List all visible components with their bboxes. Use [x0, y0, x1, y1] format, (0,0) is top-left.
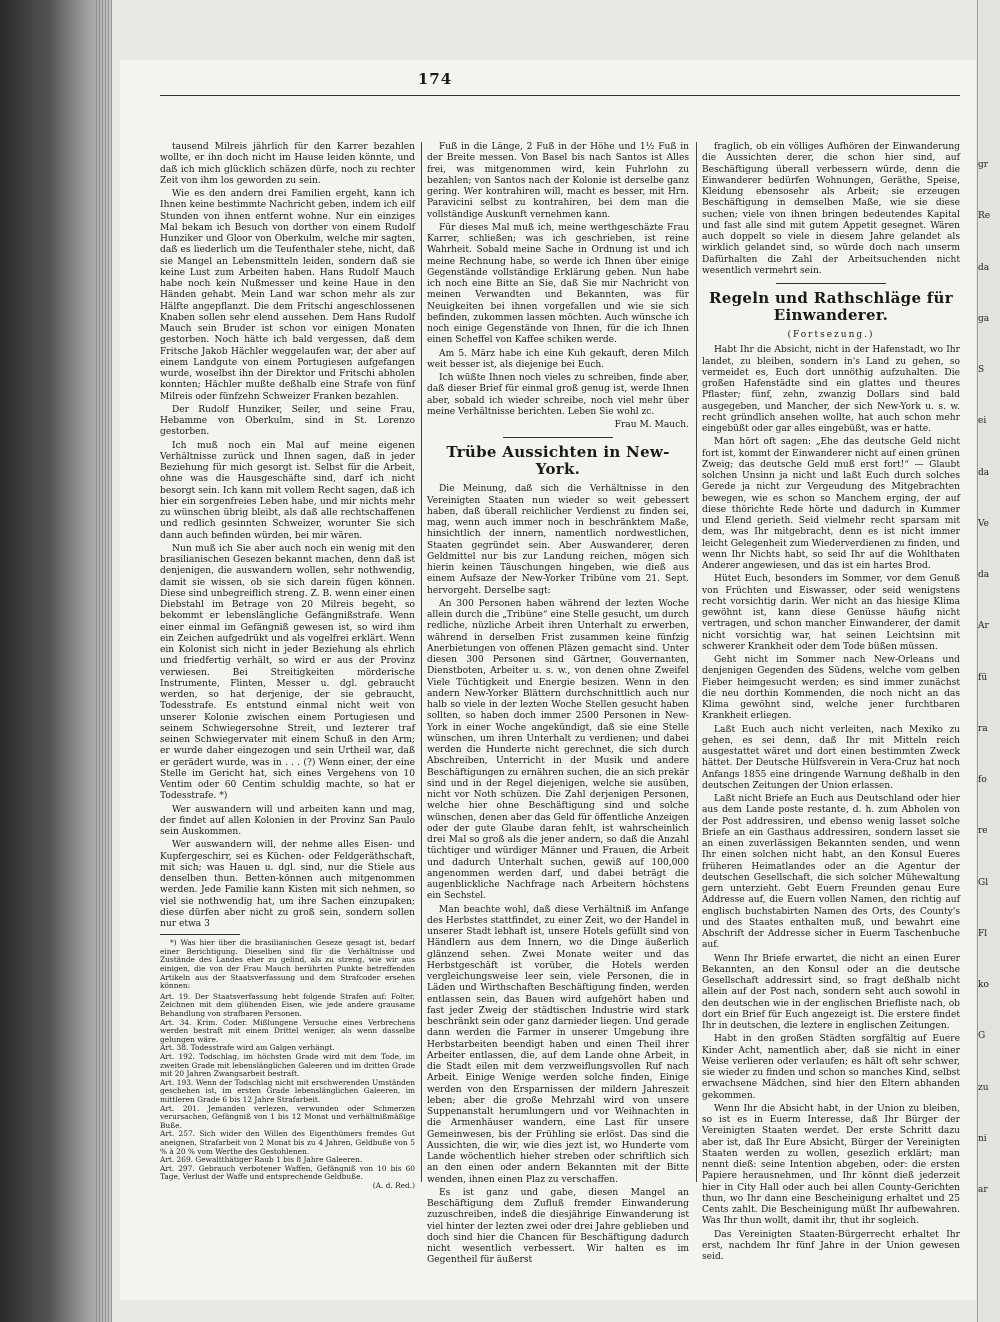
next-page-line: Re [978, 211, 991, 222]
paragraph: Wenn Ihr die Absicht habt, in der Union zu bleiben, so ist es in Euerm Interesse, daß Ihr Bürger der Vereinigten Staaten werdet. Der erste Schritt dazu aber ist, daß Ihr Eure Absicht, Bürger der Vereinigten Staaten werden zu wollen, gesezlich erklärt; man nennt dieß: seine Intention abgeben, oder: die ersten Papiere herausnehmen, und Ihr könnt dieß jederzeit hier in City Hall oder auch bei allen County-Gerichten thun, wo Ihr dann eine Bescheinigung erhaltet und 25 Cents zahlt. Die Bescheinigung müßt Ihr aufbewahren. Was Ihr thun wollt, damit ihr, thut ihr sogleich. [702, 1103, 960, 1227]
next-page-line: ni [978, 1133, 987, 1144]
column-divider-2 [696, 142, 697, 1182]
footnote-article: Art. 201. Jemanden verlezen, verwunden oder Schmerzen verursachen, Gefängniß von 1 bis 12 Monat und verhältnißmäßige Buße. [160, 1103, 415, 1130]
paragraph: Wer auswandern will, der nehme alles Eisen- und Kupfergeschirr, sei es Küchen- oder Feldgeräthschaft, mit sich; was Hauen u. dgl. sind, nur die Stiele aus denselben thun. Betten-können auch mitgenommen werden. Jede Familie kann Kisten mit sich nehmen, so viel sie nothwendig hat, um ihre Sachen einzupaken; diese dürfen aber nicht zu groß sein, sondern sollen nur etwa 3 [160, 840, 415, 929]
next-page-line: da [978, 570, 990, 580]
section-rule [776, 283, 886, 284]
next-page-line: fo [978, 775, 987, 785]
next-page-line: ar [978, 1185, 988, 1195]
paragraph: Wie es den andern drei Familien ergeht, kann ich Ihnen keine bestimmte Nachricht geben, indem ich eilf Stunden von ihnen entfernt wohne. Nur ein einziges Mal bekam ich Besuch von dorther von einem Rudolf Hunziker und Gloor von Oberkulm, welche mir sagten, daß es liederlich um die Teufenthaler stehe, nicht, daß sie Mangel an Lebensmitteln leiden, sondern daß sie keine Lust zum Arbeiten haben. Hans Rudolf Mauch habe noch kein Nußmesser und keine Haue in den Händen gehabt. Mein Land war schon mehr als zur Hälfte angepflanzt. Die dem Fritschi angeschlossenen Knaben sollen sehr elend aussehen. Dem Hans Rudolf Mauch sein Bruder ist schon vor einigen Monaten gestorben. Noch hätte ich bald vergessen, daß dem Fritsche Jakob Hächler weggelaufen war, der aber auf einem Landgute von einem Portugiesen aufgefangen wurde, woselbst ihn der Direktor und Fritschi abholen konnten; Hächler mußte deßhalb eine Strafe von fünf Milreis oder fünfzehn Schweizer Franken bezahlen. [160, 189, 415, 402]
paragraph: Habt Ihr die Absicht, nicht in der Hafenstadt, wo Ihr landet, zu bleiben, sondern in's Land zu gehen, so vermeidet es, Euch dort unnöthig aufzuhalten. Die großen Hafenstädte sind ein glattes und theures Pflaster; fünf, zehn, zwanzig Dollars sind bald ausgegeben, und Mancher, der sich New-York u. s. w. recht gründlich ansehen wollte, hat auch schon mehr eingebüßt oder gar alles eingebüßt, was er hatte. [702, 345, 960, 434]
binding-edge [96, 0, 112, 1322]
paragraph: Nun muß ich Sie aber auch noch ein wenig mit den brasilianischen Gesezen bekannt machen, denn daß ist denjenigen, die auswandern wollen, sehr nothwendig, damit sie wissen, ob sie sich darein fügen können. Diese sind unbegreiflich streng. Z. B. wenn einer einen Diebstahl im Betrage von 20 Milreis begeht, so bekommt er lebenslängliche Gefängnißstrafe. Wenn einer einmal im Gefängniß gewesen ist, so wird ihm ein Zeichen aufgedrükt und als vogelfrei erklärt. Wenn ein Kolonist sich nicht in jeder Beziehung als ehrlich und friedfertig verhält, so wird er aus der Provinz verwiesen. Bei Streitigkeiten mörderische Instrumente, Flinten, Messer u. dgl. gebraucht werden, so hat derjenige, der sie gebraucht, Todesstrafe. Es entstund einmal nicht weit von unserer Kolonie zwischen einem Portugiesen und seinem Schwiegersohne Streit, und lezterer traf seinen Schwiegervater mit einem Schuß in den Arm; er wurde daher eingezogen und sein Urtheil war, daß er gerädert wurde, was in . . . (?) Wenn einer, der eine Stelle im Gericht hat, sich eines Vergehens von 10 Ventim oder 60 Centim schuldig machte, so hat er Todesstrafe. *) [160, 543, 415, 802]
footnote-rule [160, 934, 240, 935]
column-left [160, 142, 415, 1212]
footnote-article: Art. 19. Der Staatsverfassung hebt folgende Strafen auf: Folter, Zeichnen mit dem glühenden Eisen, wie jede andere grausame Behandlung von strafbaren Personen. [160, 991, 415, 1018]
next-page-line: zu [978, 1082, 989, 1093]
article-headline: Trübe Aussichten in New-York. [446, 443, 670, 479]
paragraph: Wenn Ihr Briefe erwartet, die nicht an einen Eurer Bekannten, an den Konsul oder an die deutsche Gesellschaft addressirt sind, so fragt deßhalb nicht allein auf der Post nach, sondern seht auch sowohl in den deutschen wie in der englischen Briefliste nach, ob dort ein Brief für Euch angezeigt ist. Die erstere findet Ihr in deutschen, die leztere in englischen Zeitungen. [702, 953, 960, 1031]
paragraph: Geht nicht im Sommer nach New-Orleans und denjenigen Gegenden des Südens, welche vom gelben Fieber heimgesucht werden; es sind immer zunächst die neu dorthin Kommenden, die noch nicht an das Klima gewöhnt sind, welche jener furchtbaren Krankheit erliegen. [702, 655, 960, 722]
paragraph: Ich muß noch ein Mal auf meine eigenen Verhältnisse zurück und Ihnen sagen, daß in jeder Beziehung für mich gesorgt ist. Selbst für die Arbeit, ohne was die Hausgeschäfte sind, darf ich nicht besorgt sein. Ich kann mit vollem Recht sagen, daß ich hier ein sorgenfreies Leben habe, und mir nichts mehr zu wünschen übrig bleibt, als daß alle rechtschaffenen und redlich gesinnten Schweizer, worunter Sie sich dann auch befinden würden, bei mir wären. [160, 440, 415, 541]
next-page-line: Gl [978, 877, 989, 888]
letter-signature: Frau M. Mauch. [614, 420, 689, 430]
footnote-article: Art. 34. Krim. Coder. Mißlungene Versuche eines Verbrechens werden bestraft mit einem Drittel weniger, als wenn dasselbe gelungen wäre. [160, 1017, 415, 1044]
paragraph: Für dieses Mal muß ich, meine werthgeschäzte Frau Karrer, schließen; was ich geschrieben, ist reine Wahrheit. Sobald meine Sache in Ordnung ist und ich meine Rechnung habe, so werde ich Ihnen über einige Gegenstände vollständige Erklärung geben. Nun habe ich noch eine Bitte an Sie, daß Sie mir Nachricht von meinen Verwandten und Bekannten, was für Neuigkeiten bei ihnen vorgefallen und wie sie sich befinden, zukommen lassen möchten. Auch wünsche ich noch einige Gegenstände von Ihnen, für die ich Ihnen einen Scheffel von Kaffee schiken werde. [427, 222, 689, 346]
paragraph: Am 5. März habe ich eine Kuh gekauft, deren Milch weit besser ist, als diejenige bei Euch. [427, 348, 689, 370]
paragraph: Laßt Euch auch nicht verleiten, nach Mexiko zu gehen, es sei denn, daß Ihr mit Mitteln reich ausgestattet wäret und dort einen bestimmten Zweck hättet. Der Deutsche Hülfsverein in Vera-Cruz hat noch Anfangs 1855 eine dringende Warnung deßhalb in den deutschen Zeitungen der Union erlassen. [702, 724, 960, 791]
next-page-line: G [978, 1031, 986, 1042]
paragraph: Fuß in die Länge, 2 Fuß in der Höhe und 1½ Fuß in der Breite messen. Von Basel bis nach Santos ist Alles frei, was mitgenommen wird, kein Fuhrlohn zu bezahlen; von Santos nach der Kolonie ist derselbe ganz gering. Wer kontrahiren will, macht es besser, mit Hrn. Paravicini selbst zu kontrahiren, bei dem man die vollständige Auskunft vernehmen kann. [427, 142, 689, 220]
article-headline: Regeln und Rathschläge für Einwanderer. [709, 289, 953, 324]
next-page-line: Fl [978, 928, 988, 939]
paragraph: Man hört oft sagen: „Ehe das deutsche Geld nicht fort ist, kommt der Einwanderer nicht auf einen grünen Zweig; das deutsche Geld muß erst fort!“ — Glaubt solchen Unsinn ja nicht und laßt Euch durch solches Gerede ja nicht zur Vergeudung des Mitgebrachten bewegen, wie es schon so Manchem erging, der auf diese thörichte Rede hörte und dadurch in Kummer und Elend gerieth. Seid vielmehr recht sparsam mit dem, was Ihr mitgebracht, denn es ist nicht immer leicht Gelegenheit zum Wiederverdienen zu finden, und wenn Ihr Nichts habt, so seid Ihr auf die Wohlthaten Anderer angewiesen, und das ist ein hartes Brod. [702, 437, 960, 571]
footnote-article: Art. 269. Gewaltthätiger Raub 1 bis 8 Jahre Galeeren. [160, 1155, 363, 1165]
article-subhead: (Fortsezung.) [787, 330, 875, 340]
paragraph: Es ist ganz und gabe, diesen Mangel an Beschäftigung dem Zufluß fremder Einwanderung zuzuschreiben, indeß die diesjährige Einwanderung ist viel hinter der lezten zwei oder drei Jahre geblieben und doch sind hier die Chancen für Beschäftigung dadurch nicht wesentlich verbessert. Wir halten es im Gegentheil für äußerst [427, 1187, 689, 1266]
next-page-line: Ve [978, 518, 989, 529]
next-page-fragment [978, 160, 1000, 1260]
next-page-line: ra [978, 723, 988, 734]
next-page-line: Ar [978, 621, 989, 632]
paragraph: An 300 Personen haben während der lezten Woche allein durch die „Tribüne“ eine Stelle gesucht, um durch redliche, nüzliche Arbeit ihren Unterhalt zu erwerben, während in derselben Frist zusammen keine fünfzig Anerbietungen von offenen Pläzen gemacht sind. Unter diesen 300 Personen sind Gärtner, Gouvernanten, Dienstboten, Arbeiter u. s. w., von denen ohne Zweifel Viele Tüchtigkeit und Energie besizen. Wenn in den andern New-Yorker Blättern durchschnittlich auch nur halb so viele in der lezten Woche Stellen gesucht haben sollten, so haben doch immer 2500 Personen in New-York in einer Woche angekündigt, daß sie eine Stelle wünschen, um ihren Unterhalt zu verdienen; und dabei werden die Hunderte nicht gerechnet, die sich durch Abschreiben, Unterricht in der Musik und andere Beschäftigungen zu ernähren suchen, die an sich prekär sind und in der Regel diejenigen, welche sie ausüben, nicht vor Noth schüzen. Die Zahl derjenigen Personen, welche hier ohne Beschäftigung sind und solche wünschen, denen aber das Geld für öffentliche Anzeigen oder der gute Glaube daran fehlt, ist wahrscheinlich drei Mal so groß als die jener andern, so daß die Anzahl tüchtiger und würdiger Männer und Frauen, die Arbeit und dadurch Unterhalt suchen, gewiß auf 100,000 angenommen werden darf, und dabei beträgt die augenblickliche Nachfrage nach Arbeitern höchstens ein Sechstel. [427, 598, 689, 902]
next-page-line: S [978, 365, 985, 375]
paragraph: fraglich, ob ein völliges Aufhören der Einwanderung die Aussichten derer, die schon hier sind, auf Beschäftigung überall verbessern würde, denn die Einwanderer bedürfen Wohnungen, Geräthe, Speise, Kleidung ebensosehr als Arbeit; sie erzeugen Beschäftigung in demselben Maße, wie sie diese suchen; viele von ihnen bringen bedeutendes Kapital und fast alle sind mit gutem Appetit gesegnet. Wären auch doppelt so viele in diesem Jahre gelandet als wirklich gelandet sind, so würde doch nach unserm Dafürhalten die Zahl der Arbeitsuchenden nicht wesentlich vermehrt sein. [702, 142, 960, 276]
column-middle [427, 142, 689, 1266]
paragraph: Wer auswandern will und arbeiten kann und mag, der findet auf allen Kolonien in der Provinz San Paulo sein Auskommen. [160, 804, 415, 837]
footnote-article: Art. 297. Gebrauch verbotener Waffen, Gefängniß von 10 bis 60 Tage, Verlust der Waffe und entsprechende Geldbuße. [160, 1163, 415, 1182]
footnote-article: Art. 192. Todschlag, im höchsten Grade wird mit dem Tode, im zweiten Grade mit lebenslänglichen Galeeren und im dritten Grade mit 20 Jahren Zwangsarbeit bestraft. [160, 1051, 415, 1079]
header-rule [160, 95, 960, 96]
next-page-line: da [978, 467, 990, 478]
paragraph: Das Vereinigten Staaten-Bürgerrecht erhaltet Ihr erst, nachdem Ihr fünf Jahre in der Union gewesen seid. [702, 1229, 960, 1262]
paragraph: Habt in den großen Städten sorgfältig auf Euere Kinder Acht, namentlich aber, daß sie nicht in einer Weise verlieren oder verlaufen; es hält oft sehr schwer, sie wieder zu finden und schon so manches Kind, selbst erwachsene Mädchen, sind hier den Eltern abhanden gekommen. [702, 1034, 960, 1101]
next-page-line: fü [978, 672, 988, 683]
paragraph: Hütet Euch, besonders im Sommer, vor dem Genuß von Früchten und Eiswasser, oder seid wenigstens recht vorsichtig darin. Wer nicht an das hiesige Klima gewöhnt ist, kann diese Genüsse häufig nicht vertragen, und schon mancher Einwanderer, der damit nicht vorsichtig war, hat seinen Leichtsinn mit schwerer Krankheit oder dem Tode büßen müssen. [702, 574, 960, 652]
section-rule [503, 437, 613, 438]
footnote-article: Art. 193. Wenn der Todschlag nicht mit erschwerenden Umständen geschehen ist, im ersten Grade lebenslänglichen Galeeren, im mittleren Grade 6 bis 12 Jahre Strafarbeit. [160, 1077, 415, 1104]
footnote-intro: *) Was hier über die brasilianischen Geseze gesagt ist, bedarf einer Berichtigung. Dieselben sind für die Verhältnisse und Zustände des Landes eher zu gelind, als zu streng, wie wir aus einigen, die von der Frau Mauch berührten Punkte betreffenden Artikeln aus der Staatsverfassung und dem Strafcoder ersehen können: [160, 938, 415, 991]
paragraph: Laßt nicht Briefe an Euch aus Deutschland oder hier aus dem Lande poste restante, d. h. zum Abholen von der Post addressiren, und ebenso wenig lasset solche Briefe an ein Gasthaus addressiren, sondern lasset sie an einen zuverlässigen Bekannten senden, und wenn Ihr einen solchen nicht habt, an den Konsul Eueres früheren Heimatlandes oder an die Agentur der deutschen Gesellschaft, die sich solcher Mühewaltung gern unterzieht. Gebt Euern Freunden genau Eure Addresse auf, die Euern vollen Namen, den richtig auf englisch buchstabirten Namen des Orts, des County's und des Staates enthalten muß, und bewahrt eine Abschrift der Addresse sicher in Euerm Taschenbuche auf. [702, 794, 960, 951]
next-page-line: ko [978, 980, 989, 990]
next-page-line: ei [978, 416, 987, 427]
paragraph: Man beachte wohl, daß diese Verhältniß im Anfange des Herbstes stattfindet, zu einer Zeit, wo der Handel in unserer Stadt lebhaft ist, unsere Hotels gefüllt sind von Händlern aus dem Innern, wo die Dinge äußerlich glänzend sehen. Zwei Monate weiter und das Herbstgeschäft ist vorüber, die Hotels werden vergleichungsweise leer sein, viele Personen, die in Läden und Wirthschaften Beschäftigung finden, werden entlassen sein, das Bauen wird aufgehört haben und fast jeder Zweig der städtischen Industrie wird stark beschränkt sein oder ganz darnieder liegen. Und gerade dann werden die Farmer in unserer Umgebung ihre Herbstarbeiten beendigt haben und einen Theil ihrer Arbeiter entlassen, die, auf dem Lande ohne Arbeit, in die Stadt eilen mit dem verzweiflungsvollen Ruf nach Arbeit. Einige Wenige werden solche finden, Einige werden von den Ersparnissen der mildern Jahreszeit leben; aber die große Mehrzahl wird von unsere Suppenanstalt herumlungern und vor Weihnachten in die Armenhäuser wandern, eine Last für unsere Gemeinwesen, bis der Frühling sie erlöst. Das sind die Aussichten, die wir, wie dies jezt ist, wo Hunderte vom Lande wöchentlich hieher streben oder schriftlich sich an den einen oder andern Bekannten mit der Bitte wenden, ihnen einen Plaz zu verschaffen. [427, 904, 689, 1185]
next-page-line: da [978, 262, 990, 273]
paragraph: Der Rudolf Hunziker, Seiler, und seine Frau, Hebamme von Oberkulm, sind in St. Lorenzo gestorben. [160, 404, 415, 438]
paragraph: Ich wüßte Ihnen noch vieles zu schreiben, finde aber, daß dieser Brief für einmal groß genug ist, werde Ihnen aber, sobald ich wieder schreibe, noch viel mehr über meine Verhältnisse berichten. Leben Sie wohl zc. [427, 373, 689, 417]
footnote-signature: (A. d. Red.) [372, 1180, 415, 1190]
paragraph: tausend Milreis jährlich für den Karrer bezahlen wollte, er ihn doch nicht im Hause leiden könnte, und daß ich mich glücklich schäzen dürfe, noch zu rechter Zeit von ihm los geworden zu sein. [160, 142, 415, 186]
column-divider-1 [421, 142, 422, 1182]
column-right [702, 142, 960, 1262]
footnote-article: Art. 257. Sich wider den Willen des Eigenthümers fremdes Gut aneignen, Strafarbeit von 2 Monat bis zu 4 Jahren, Geldbuße von 5 % à 20 % vom Werthe des Gestohlenen. [160, 1129, 415, 1156]
footnotes [160, 939, 415, 1190]
next-page-line: re [978, 826, 988, 837]
footnote-article: Art. 38. Todesstrafe wird am Galgen verhängt. [160, 1043, 335, 1053]
next-page-line: gr [978, 160, 989, 170]
page-number: 174 [417, 70, 453, 88]
next-page-line: ga [978, 313, 990, 324]
paragraph: Die Meinung, daß sich die Verhältnisse in den Vereinigten Staaten nun wieder so weit gebessert haben, daß überall reichlicher Verdienst zu finden sei, mag, wenn auch immer noch in beschränktem Maße, hinsichtlich der innern, namentlich nordwestlichen, Staaten gegründet sein. Aber Auswanderer, deren Geldmittel nur bis zur Landung reichen, mögen sich hierin keinen Täuschungen hingeben, wie dieß aus einem Aufsaze der New-Yorker Tribüne vom 21. Sept. hervorgeht. Derselbe sagt: [427, 484, 689, 596]
